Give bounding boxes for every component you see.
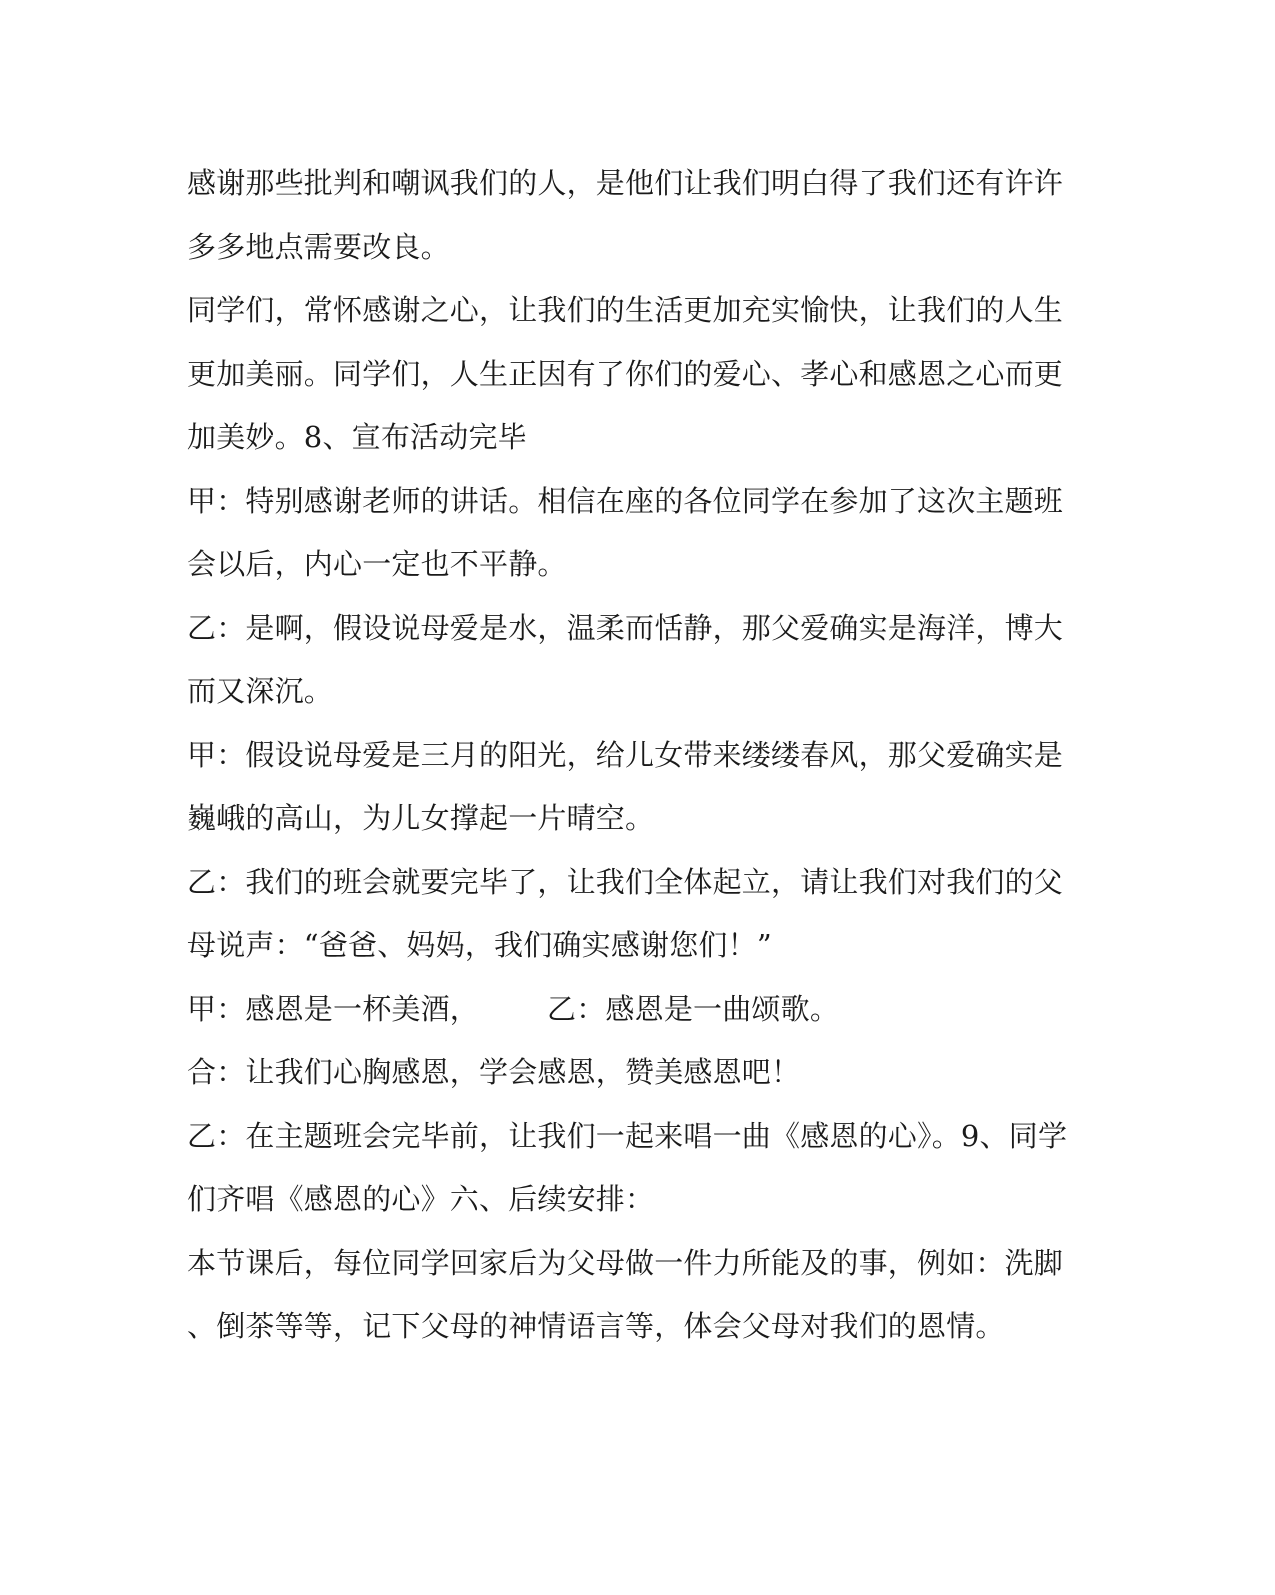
document-body bbox=[187, 152, 1067, 1359]
text-line: 母说声：“爸爸、妈妈，我们确实感谢您们！” bbox=[187, 928, 772, 962]
text-line: 甲：假设说母爱是三月的阳光，给儿女带来缕缕春风，那父爱确实是 bbox=[187, 737, 1064, 772]
split-line-right: 乙：感恩是一曲颂歌。 bbox=[547, 991, 840, 1026]
text-line: 会以后，内心一定也不平静。 bbox=[187, 547, 567, 581]
text-line: 本节课后，每位同学回家后为父母做一件力所能及的事，例如：洗脚 bbox=[187, 1245, 1064, 1280]
text-line: 加美妙。8、宣布活动完毕 bbox=[187, 420, 527, 454]
text-line: 同学们，常怀感谢之心，让我们的生活更加充实愉快，让我们的人生 bbox=[187, 293, 1064, 327]
text-line: 而又深沉。 bbox=[187, 674, 334, 708]
split-line-left: 甲：感恩是一杯美酒， bbox=[187, 991, 480, 1026]
text-line: 乙：在主题班会完毕前，让我们一起来唱一曲《感恩的心》。9、同学 bbox=[187, 1118, 1068, 1153]
text-line: 、倒茶等等，记下父母的神情语言等，体会父母对我们的恩情。 bbox=[187, 1309, 1005, 1343]
text-line: 巍峨的高山，为儿女撑起一片晴空。 bbox=[187, 801, 655, 835]
text-line: 们齐唱《感恩的心》六、后续安排： bbox=[187, 1182, 655, 1216]
text-line: 合：让我们心胸感恩，学会感恩，赞美感恩吧！ bbox=[187, 1055, 801, 1089]
split-text-line bbox=[187, 978, 1067, 1042]
text-line: 多多地点需要改良。 bbox=[187, 229, 450, 264]
text-line: 乙：是啊，假设说母爱是水，温柔而恬静，那父爱确实是海洋，博大 bbox=[187, 610, 1064, 645]
text-line: 乙：我们的班会就要完毕了，让我们全体起立，请让我们对我们的父 bbox=[187, 864, 1064, 899]
text-line: 感谢那些批判和嘲讽我们的人，是他们让我们明白得了我们还有许许 bbox=[187, 166, 1064, 200]
text-line: 更加美丽。同学们，人生正因有了你们的爱心、孝心和感恩之心而更 bbox=[187, 356, 1064, 391]
text-line: 甲：特别感谢老师的讲话。相信在座的各位同学在参加了这次主题班 bbox=[187, 483, 1064, 518]
